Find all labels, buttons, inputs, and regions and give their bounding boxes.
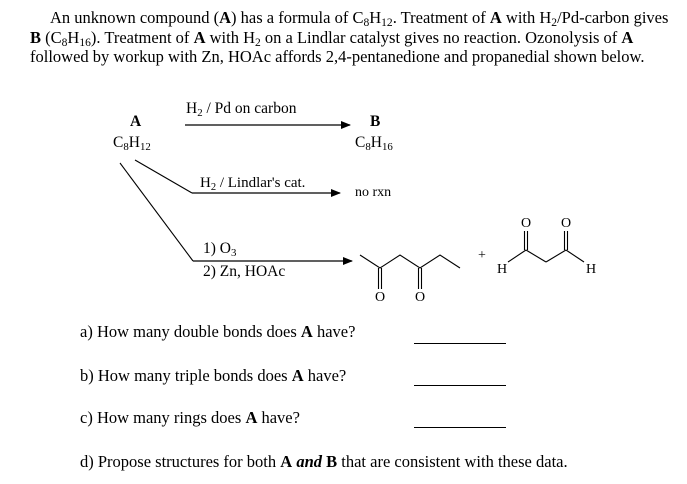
pentanedione-oxygen-2: O <box>415 290 426 305</box>
compound-b-formula: $C_8H_{16}$ <box>355 134 393 153</box>
reagent-pd-carbon: $H_2$ / Pd on carbon <box>186 100 297 119</box>
compound-b-label: B <box>370 113 381 130</box>
answer-blank-b[interactable] <box>414 385 506 386</box>
propanedial-hydrogen-2: H <box>586 262 597 277</box>
reagent-zn-hoac: 2) Zn, HOAc <box>203 263 286 280</box>
propanedial-hydrogen-1: H <box>497 262 508 277</box>
propanedial-oxygen-1: O <box>521 216 532 231</box>
compound-a-label: A <box>130 113 142 130</box>
propanedial-oxygen-2: O <box>561 216 572 231</box>
question-b: b) How many triple bonds does A have? <box>80 366 347 385</box>
problem-text: An unknown compound (A) has a formula of $C_8H_{12}$. Treatment of A with $H_2/Pd$-carbon gives B $(C_8H_{16})$. Treatment of A with $H_2$ on a Lindlar catalyst gives no reaction. Ozonolysis of A followed by workup with Zn, HOAc affords 2,4-pentanedione and propanedial shown below. <box>30 8 669 66</box>
branch-line-lindlar <box>135 160 192 193</box>
branch-line-ozone <box>120 163 193 261</box>
no-reaction-text: no rxn <box>355 185 392 200</box>
pentanedione-structure <box>360 255 460 289</box>
propanedial-structure <box>508 231 584 262</box>
compound-a-formula: $C_8H_{12}$ <box>113 134 151 153</box>
answer-blank-c[interactable] <box>414 427 506 428</box>
reagent-lindlar: $H_2$ / Lindlar's cat. <box>200 175 306 193</box>
answer-blank-a[interactable] <box>414 343 506 344</box>
question-d: d) Propose structures for both A and B that are consistent with these data. <box>80 452 568 471</box>
plus-sign: + <box>478 248 486 263</box>
question-c: c) How many rings does A have? <box>80 408 300 427</box>
reagent-ozone: 1) $O_3$ <box>203 240 237 259</box>
pentanedione-oxygen-1: O <box>375 290 386 305</box>
question-a: a) How many double bonds does A have? <box>80 322 356 341</box>
